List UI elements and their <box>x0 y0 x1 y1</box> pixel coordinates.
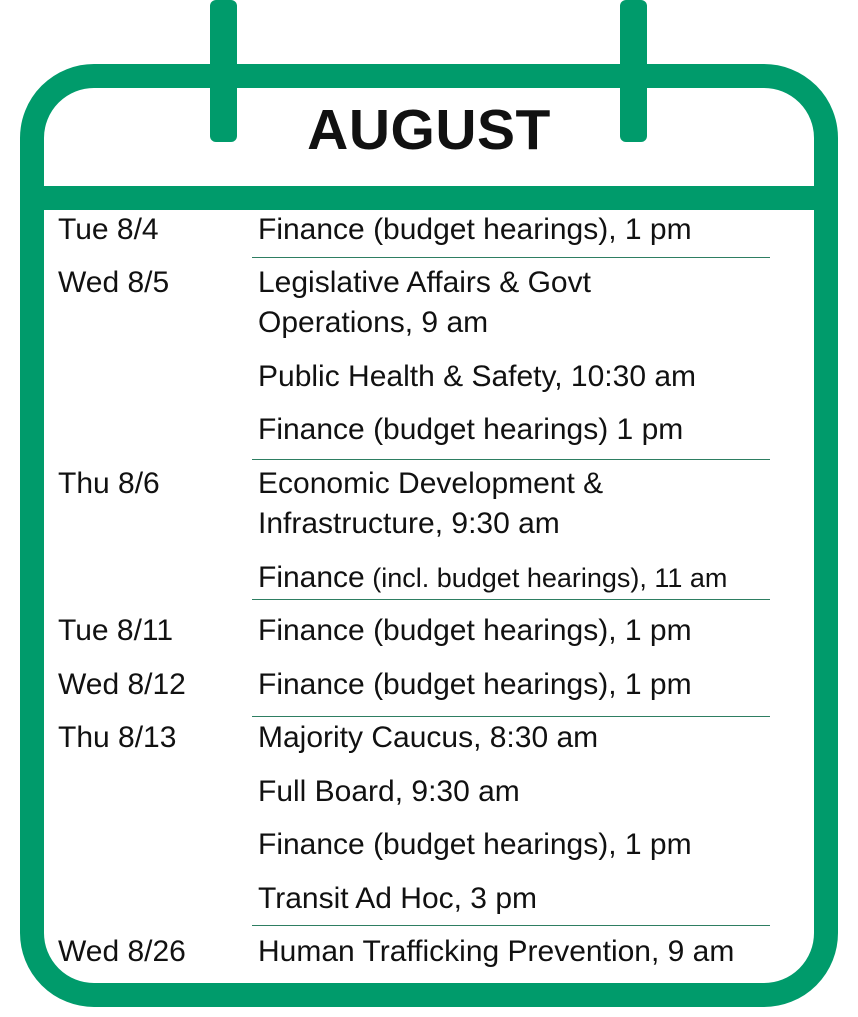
entry-date: Tue 8/11 <box>58 614 174 647</box>
entry-event: Finance (budget hearings), 1 pm <box>258 668 692 701</box>
entry-date: Wed 8/12 <box>58 668 186 701</box>
header-divider <box>20 186 838 210</box>
entry-event-detail: (incl. budget hearings), 11 am <box>364 563 728 593</box>
row-divider <box>252 925 770 926</box>
row-divider <box>252 599 770 600</box>
entry-date: Thu 8/13 <box>58 721 177 754</box>
entry-event: Full Board, 9:30 am <box>258 775 520 808</box>
entry-event <box>258 559 727 597</box>
entry-date: Tue 8/4 <box>58 213 159 246</box>
entry-date: Wed 8/26 <box>58 935 186 968</box>
entry-event: Finance (budget hearings), 1 pm <box>258 213 692 246</box>
month-title: AUGUST <box>307 98 551 162</box>
entry-event-main: Finance <box>258 561 365 594</box>
entry-event: Economic Development & <box>258 467 604 500</box>
entry-date: Wed 8/5 <box>58 266 170 299</box>
entry-event-continued: Operations, 9 am <box>258 306 489 339</box>
entry-event: Human Trafficking Prevention, 9 am <box>258 935 735 968</box>
entry-event: Public Health & Safety, 10:30 am <box>258 360 697 393</box>
entry-event: Finance (budget hearings), 1 pm <box>258 614 692 647</box>
row-divider <box>252 257 770 258</box>
entry-event: Transit Ad Hoc, 3 pm <box>258 882 537 915</box>
entry-event: Majority Caucus, 8:30 am <box>258 721 599 754</box>
entry-date: Thu 8/6 <box>58 467 160 500</box>
entry-event: Finance (budget hearings), 1 pm <box>258 828 692 861</box>
row-divider <box>252 459 770 460</box>
row-divider <box>252 716 770 717</box>
entry-event: Finance (budget hearings) 1 pm <box>258 413 684 446</box>
entry-event-continued: Infrastructure, 9:30 am <box>258 507 560 540</box>
entry-event: Legislative Affairs & Govt <box>258 266 591 299</box>
